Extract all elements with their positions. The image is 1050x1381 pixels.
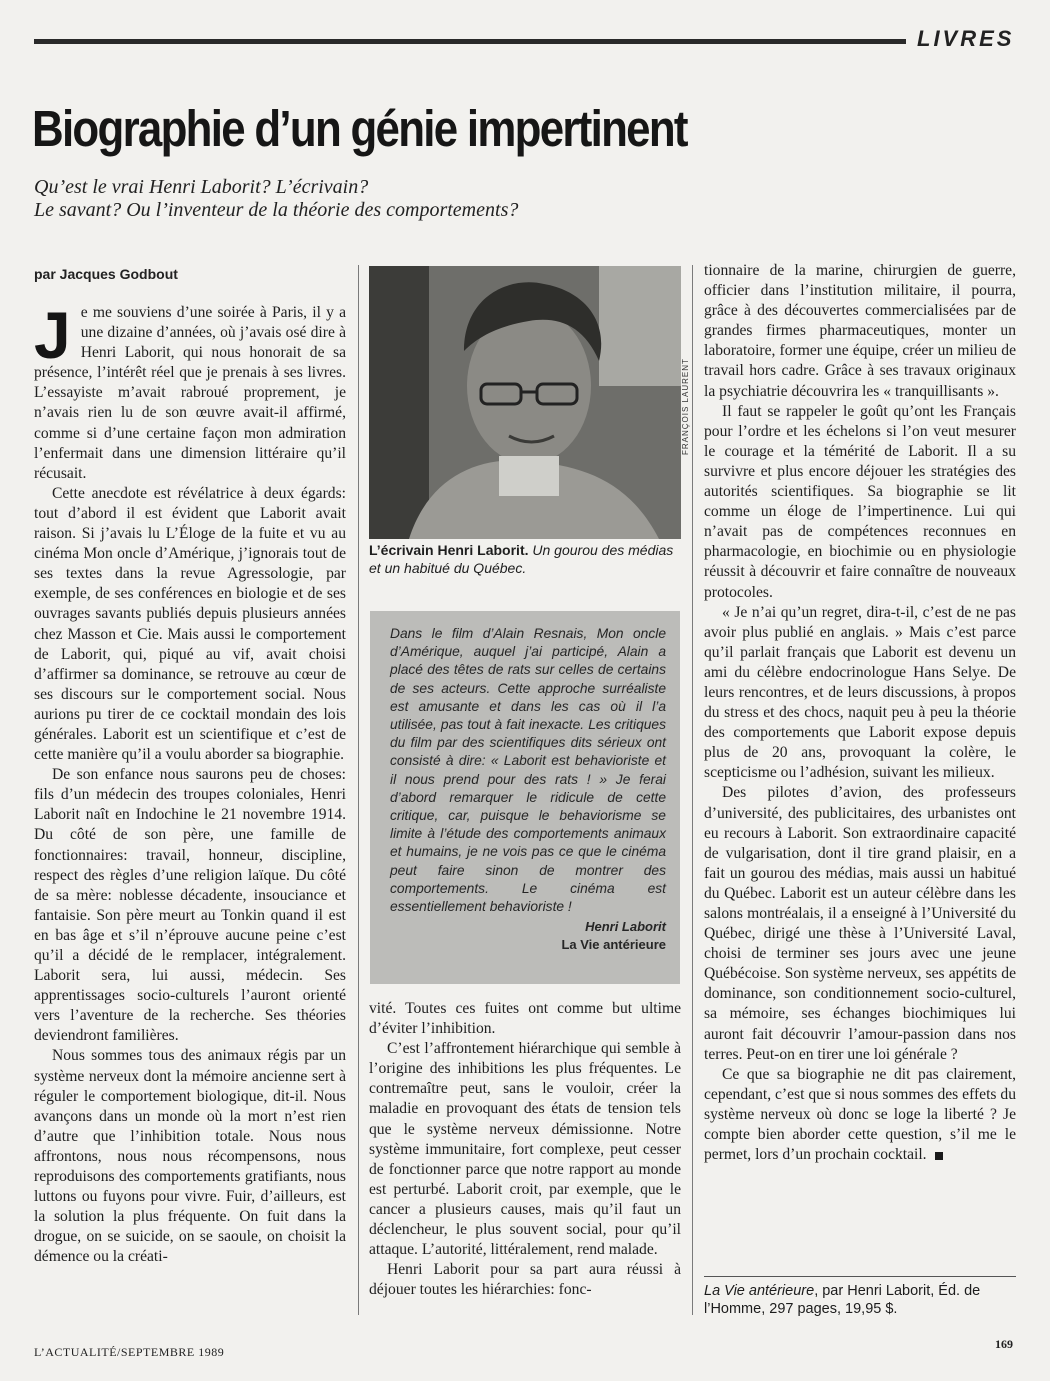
article-column-1 <box>34 298 346 1268</box>
publication-footer: L’ACTUALITÉ/SEPTEMBRE 1989 <box>34 1345 225 1359</box>
subtitle-line-1: Qu’est le vrai Henri Laborit? L’écrivain? <box>34 176 369 198</box>
book-reference <box>704 1282 1019 1318</box>
photo-caption <box>369 541 687 577</box>
quote-author: Henri Laborit <box>585 919 666 935</box>
paragraph: Il faut se rappeler le goût qu’ont les Français pour l’ordre et les échelons si l’on veut mesurer le courage et la témérité de Laborit. Il a su survivre et plus encore déjouer les stratégies des autorités scientifiques. Sa biographie se lit comme un éloge de l’impertinence. Lui qui n’avait pas de compétences reconnues en pharmacologie, en biochimie ou en physiologie réussit à découvrir et faire connaître de nouveaux protocoles. <box>704 402 1016 601</box>
top-rule <box>34 39 906 44</box>
end-of-article-mark <box>935 1152 943 1160</box>
paragraph: Henri Laborit pour sa part aura réussi à déjouer toutes les hiérarchies: fonc- <box>369 1261 681 1299</box>
subtitle-line-2: Le savant? Ou l’inventeur de la théorie des comportements? <box>34 199 519 221</box>
article-column-2 <box>369 999 681 1300</box>
paragraph: C’est l’affrontement hiérarchique qui semble à l’origine des inhibitions les plus fréquentes. Le contremaître peut, sans le vouloir, créer la maladie en provoquant des états de tension tels que le système nerveux démissionne. Notre système immunitaire, fort complexe, peut cesser de fonctionner parce que notre rapport au monde est perturbé. Laborit croit, par exemple, que le cancer a plusieurs causes, mais qu’il faut un déclencheur, le plus souvent social, pour qu’il attaque. L’autorité, littéralement, rend malade. <box>369 1040 681 1259</box>
caption-bold: L’écrivain Henri Laborit. <box>369 542 529 558</box>
paragraph: tionnaire de la marine, chirurgien de guerre, officier dans l’institution militaire, il pourra, grâce à des découvertes commercialisées par de grandes firmes pharmaceutiques, monter un laboratoire, former une équipe, créer un milieu de travail hors cadre. Grâce à ses travaux originaux la psychiatrie découvrira les « tranquillisants ». <box>704 262 1016 400</box>
byline: par Jacques Godbout <box>34 266 178 282</box>
book-details: , par Henri Laborit, Éd. de l’Homme, 297 pages, 19,95 $. <box>704 1283 981 1317</box>
paragraph: Nous sommes tous des animaux régis par un système nerveux dont la mémoire ancienne sert à réguler le comportement biologique, dit-il. Nous avançons dans un monde où la mort n’est rien d’autre que l’inhibition totale. Nous nous affrontons, nous nous récompensons, nous reproduisons des comportements gratifiants, nous luttons ou fuyons pour vivre. Fuir, d’ailleurs, est la solution la plus fréquente. On fuit dans la drogue, on se suicide, on se saoule, on choisit la démence ou la créati- <box>34 1047 346 1266</box>
article-subtitle <box>34 176 794 222</box>
paragraph: Je me souviens d’une soirée à Paris, il y a une dizaine d’années, où j’avais osé dire à Henri Laborit, qui nous honorait de sa présence, l’intérêt réel que je prenais à ses livres. L’essayiste m’avait rabroué proprement, je n’avais rien lu de son œuvre avait-il affirmé, comme si d’une certaine façon mon admiration l’enfermait dans une dimension littéraire qu’il récusait. <box>34 298 346 482</box>
book-title: La Vie antérieure <box>704 1283 815 1299</box>
quote-box <box>370 611 680 984</box>
article-column-3 <box>704 261 1016 1165</box>
article-title: Biographie d’un génie impertinent <box>32 100 687 157</box>
quote-text: Dans le film d’Alain Resnais, Mon oncle d’Amérique, auquel j’ai participé, Alain a placé des têtes de rats sur celles de certains de ses acteurs. Cette approche surréaliste est amusante et dans les cas où il l’a utilisée, pas tout à fait inexacte. Les critiques du film par des scientifiques dits sérieux ont consisté à dire: « Laborit est behavioriste et il nous prend pour des rats ! » Je ferai d’abord remarquer le ridicule de cette critique, car, puisque le behaviorisme se limite à l’étude des comportements animaux et humains, je ne vois pas ce que le cinéma peut faire sinon de montrer des comportements. Le cinéma est essentiellement behavioriste ! <box>390 626 666 915</box>
column-divider <box>358 265 359 1315</box>
book-reference-rule <box>704 1276 1016 1277</box>
page-number: 169 <box>995 1337 1013 1351</box>
drop-cap: J <box>34 298 71 372</box>
quote-source: La Vie antérieure <box>561 937 666 953</box>
portrait-illustration <box>369 266 681 539</box>
paragraph: « Je n’ai qu’un regret, dira-t-il, c’est de ne pas avoir plus publié en anglais. » Mais c’est parce qu’il parlait français que Laborit est devenu un ami du célèbre endocrinologue Hans Selye. De leurs rencontres, et de leurs discussions, à propos du stress et des chocs, naquit peu à peu la théorie des comportements que Laborit expose depuis plus de 20 ans, provoquant la colère, le scepticisme ou l’adhésion, suivant les milieux. <box>704 603 1016 782</box>
paragraph: De son enfance nous saurons peu de choses: fils d’un médecin des troupes coloniales, Henri Laborit naît en Indochine le 21 novembre 1914. Du côté de son père, une famille de fonctionnaires: travail, honneur, discipline, respect des règles d’une religion laïque. Du côté de sa mère: noblesse décadente, insouciance et fantaisie. Son père meurt au Tonkin quand il est en bas âge et s’il n’éprouve aucune peine c’est qu’il a décidé de le remplacer, intégralement. Laborit sera, lui aussi, médecin. Ses apprentissages socio-culturels l’auront orienté vers l’aventure de la recherche. Ses théories deviendront familières. <box>34 766 346 1045</box>
column-divider <box>692 265 693 1315</box>
paragraph: vité. Toutes ces fuites ont comme but ultime d’éviter l’inhibition. <box>369 1000 681 1038</box>
paragraph: Ce que sa biographie ne dit pas clairement, cependant, c’est que si nous sommes des effets du système nerveux où donc se loge la liberté ? Je compte bien aborder cette question, s’il me le permet, lors d’un prochain cocktail. <box>704 1065 1016 1164</box>
photo-credit: FRANÇOIS LAURENT <box>681 358 690 455</box>
caption-italic: Un gourou des médias et un habitué du Québec. <box>369 542 674 576</box>
paragraph: Des pilotes d’avion, des professeurs d’université, des publicitaires, des urbanistes ont eu recours à Laborit. Son extraordinaire capacité de vulgarisation, dont il tire grand plaisir, en a fait un gourou des médias, mais aussi un habitué du Québec. Laborit est un auteur célèbre dans les salons montréalais, il a enseigné à l’Université du Québec, dirigé une thèse à l’Université Laval, choisi de terminer ses jours avec une jeune Québécoise. Son système nerveux, ses appétits de dominance, son conditionnement socio-culturel, sa mémoire, ses échanges biochimiques lui auront fait découvrir l’amour-passion dans nos terres. Peut-on en tirer une loi générale ? <box>704 784 1016 1063</box>
paragraph: Cette anecdote est révélatrice à deux égards: tout d’abord il est évident que Laborit avait raison. Si j’avais lu L’Éloge de la fuite et vu au cinéma Mon oncle d’Amérique, j’ignorais tout de ses textes dans la revue Agressologie, par exemple, de ses conférences en biologie et de ses ouvrages savants publiés depuis plusieurs années chez Masson et Cie. Mais aussi le comportement de Laborit, qui, piqué au vif, avait choisi d’affirmer sa dominance, se retrouve au cœur de ses discours sur le comportement social. Nous aurions pu tirer de ce cocktail mondain des lois générales. Laborit est un scientifique et c’est de cette manière qu’il a voulu aborder sa biographie. <box>34 484 346 764</box>
portrait-photo <box>369 266 681 539</box>
section-label: LIVRES <box>917 26 1015 51</box>
